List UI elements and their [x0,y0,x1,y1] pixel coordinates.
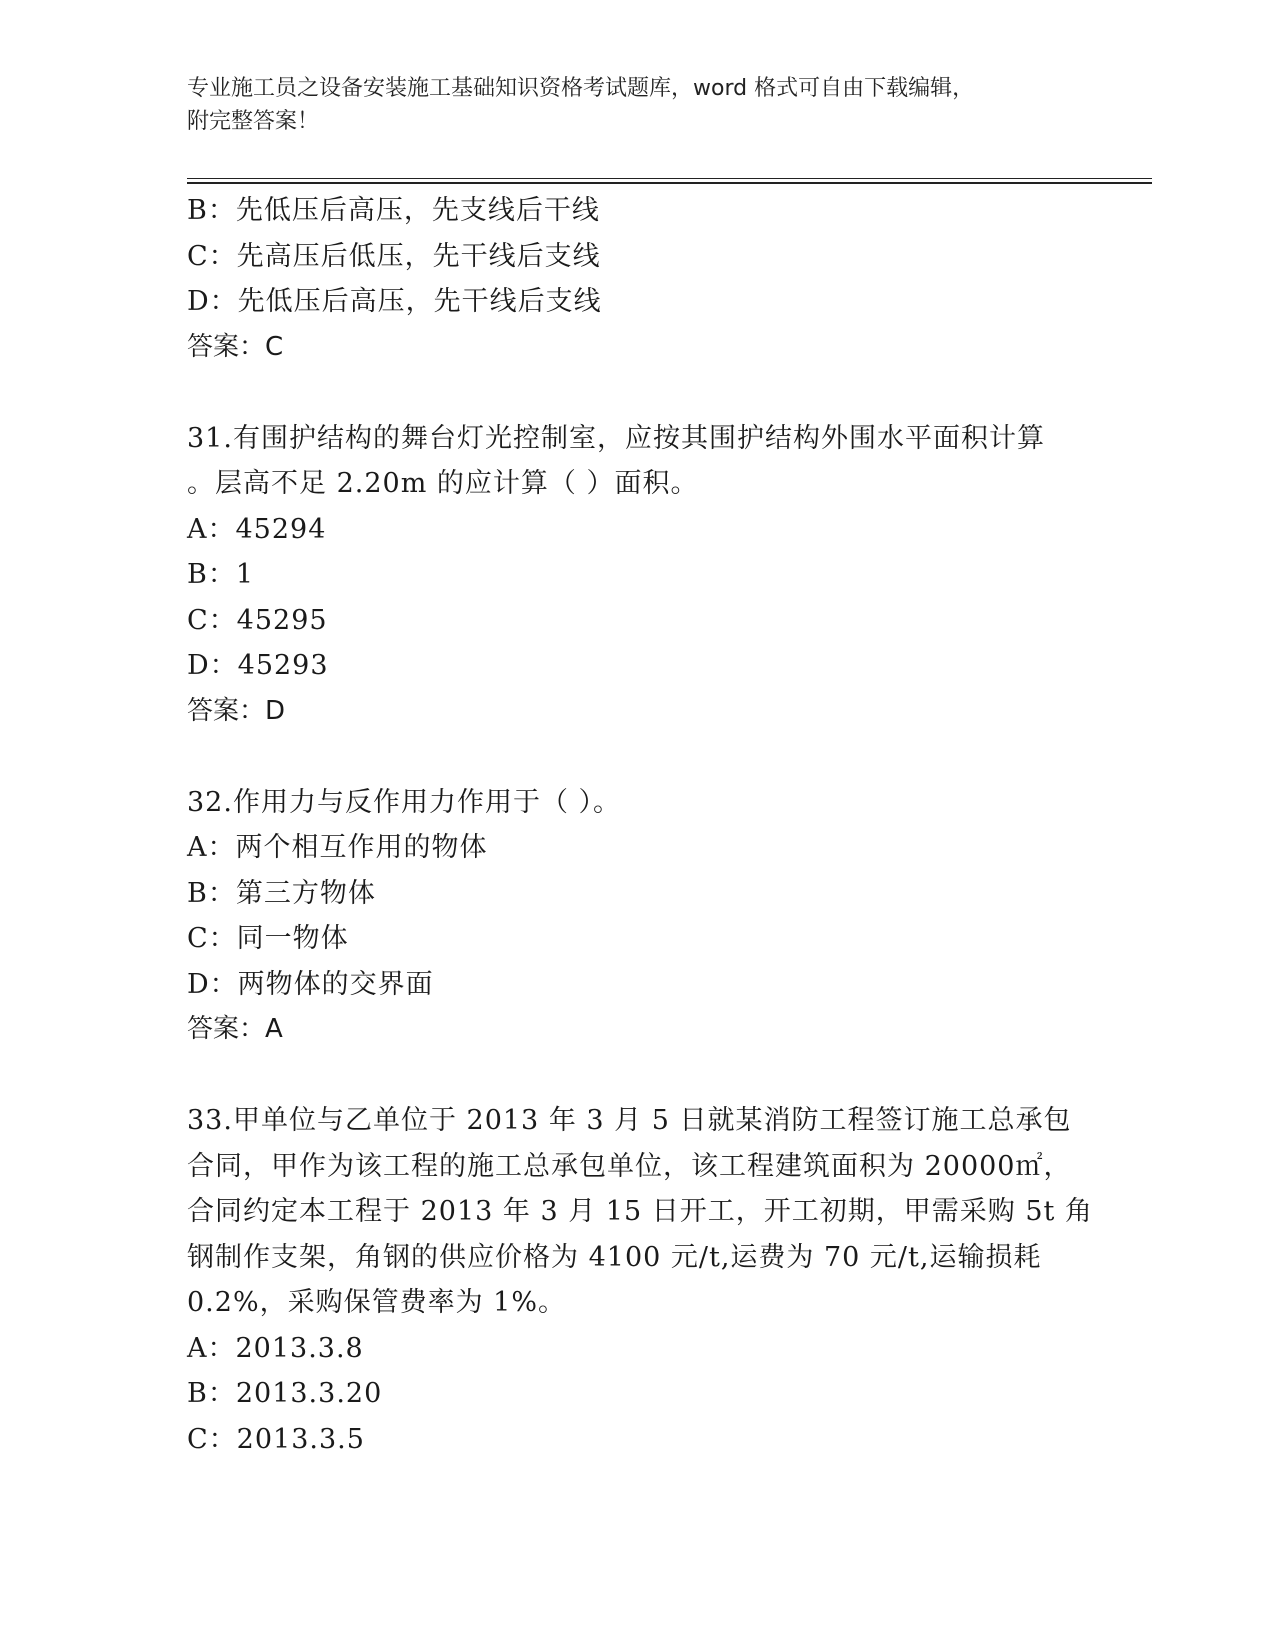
header-rule-thin [187,178,1152,179]
option-b: B：第三方物体 [187,877,376,909]
option-c: C：先高压后低压，先干线后支线 [187,240,601,272]
answer-line: 答案：A [187,1014,283,1044]
document-header [187,72,1087,138]
answer-line: 答案：C [187,331,284,362]
answer-line: 答案：D [187,695,286,726]
question-line: 31.有围护结构的舞台灯光控制室，应按其围护结构外围水平面积计算 [187,422,1045,454]
option-b: B：2013.3.20 [187,1378,383,1409]
option-c: C：2013.3.5 [187,1423,365,1455]
question-block-31 [187,416,1087,735]
question-block-prev [187,188,1087,370]
option-d: D：两物体的交界面 [187,968,434,1000]
option-a: A：45294 [187,513,327,545]
question-line: 。层高不足 2.20m 的应计算（ ）面积。 [187,468,699,499]
question-line: 32.作用力与反作用力作用于（ ）。 [187,786,622,818]
question-text [187,416,1087,507]
question-line: 0.2%，采购保管费率为 1%。 [187,1287,567,1318]
question-text [187,780,1087,826]
question-content [187,188,1093,1462]
option-b: B：先低压后高压，先支线后干线 [187,195,600,226]
option-d: D：先低压后高压，先干线后支线 [187,286,602,317]
question-line: 钢制作支架，角钢的供应价格为 4100 元/t,运费为 70 元/t,运输损耗 [187,1241,1042,1273]
question-block-33 [187,1098,1093,1462]
spacer [187,1053,1087,1099]
option-c: C：同一物体 [187,923,349,954]
question-line: 合同，甲作为该工程的施工总承包单位，该工程建筑面积为 20000㎡， [187,1150,1072,1182]
question-line: 合同约定本工程于 2013 年 3 月 15 日开工，开工初期，甲需采购 5t 角 [187,1196,1093,1227]
header-line-2: 附完整答案！ [187,109,320,134]
spacer [187,734,1087,780]
spacer [187,370,1087,416]
question-block-32 [187,780,1087,1053]
option-a: A：2013.3.8 [187,1332,364,1364]
header-rule-thick [187,182,1152,184]
option-d: D：45293 [187,650,329,681]
option-a: A：两个相互作用的物体 [187,832,488,863]
header-line-1: 专业施工员之设备安装施工基础知识资格考试题库，word 格式可自由下载编辑， [187,76,975,101]
option-c: C：45295 [187,604,328,636]
question-text [187,1098,1093,1326]
question-line: 33.甲单位与乙单位于 2013 年 3 月 5 日就某消防工程签订施工总承包 [187,1105,1072,1136]
option-b: B：1 [187,559,255,590]
